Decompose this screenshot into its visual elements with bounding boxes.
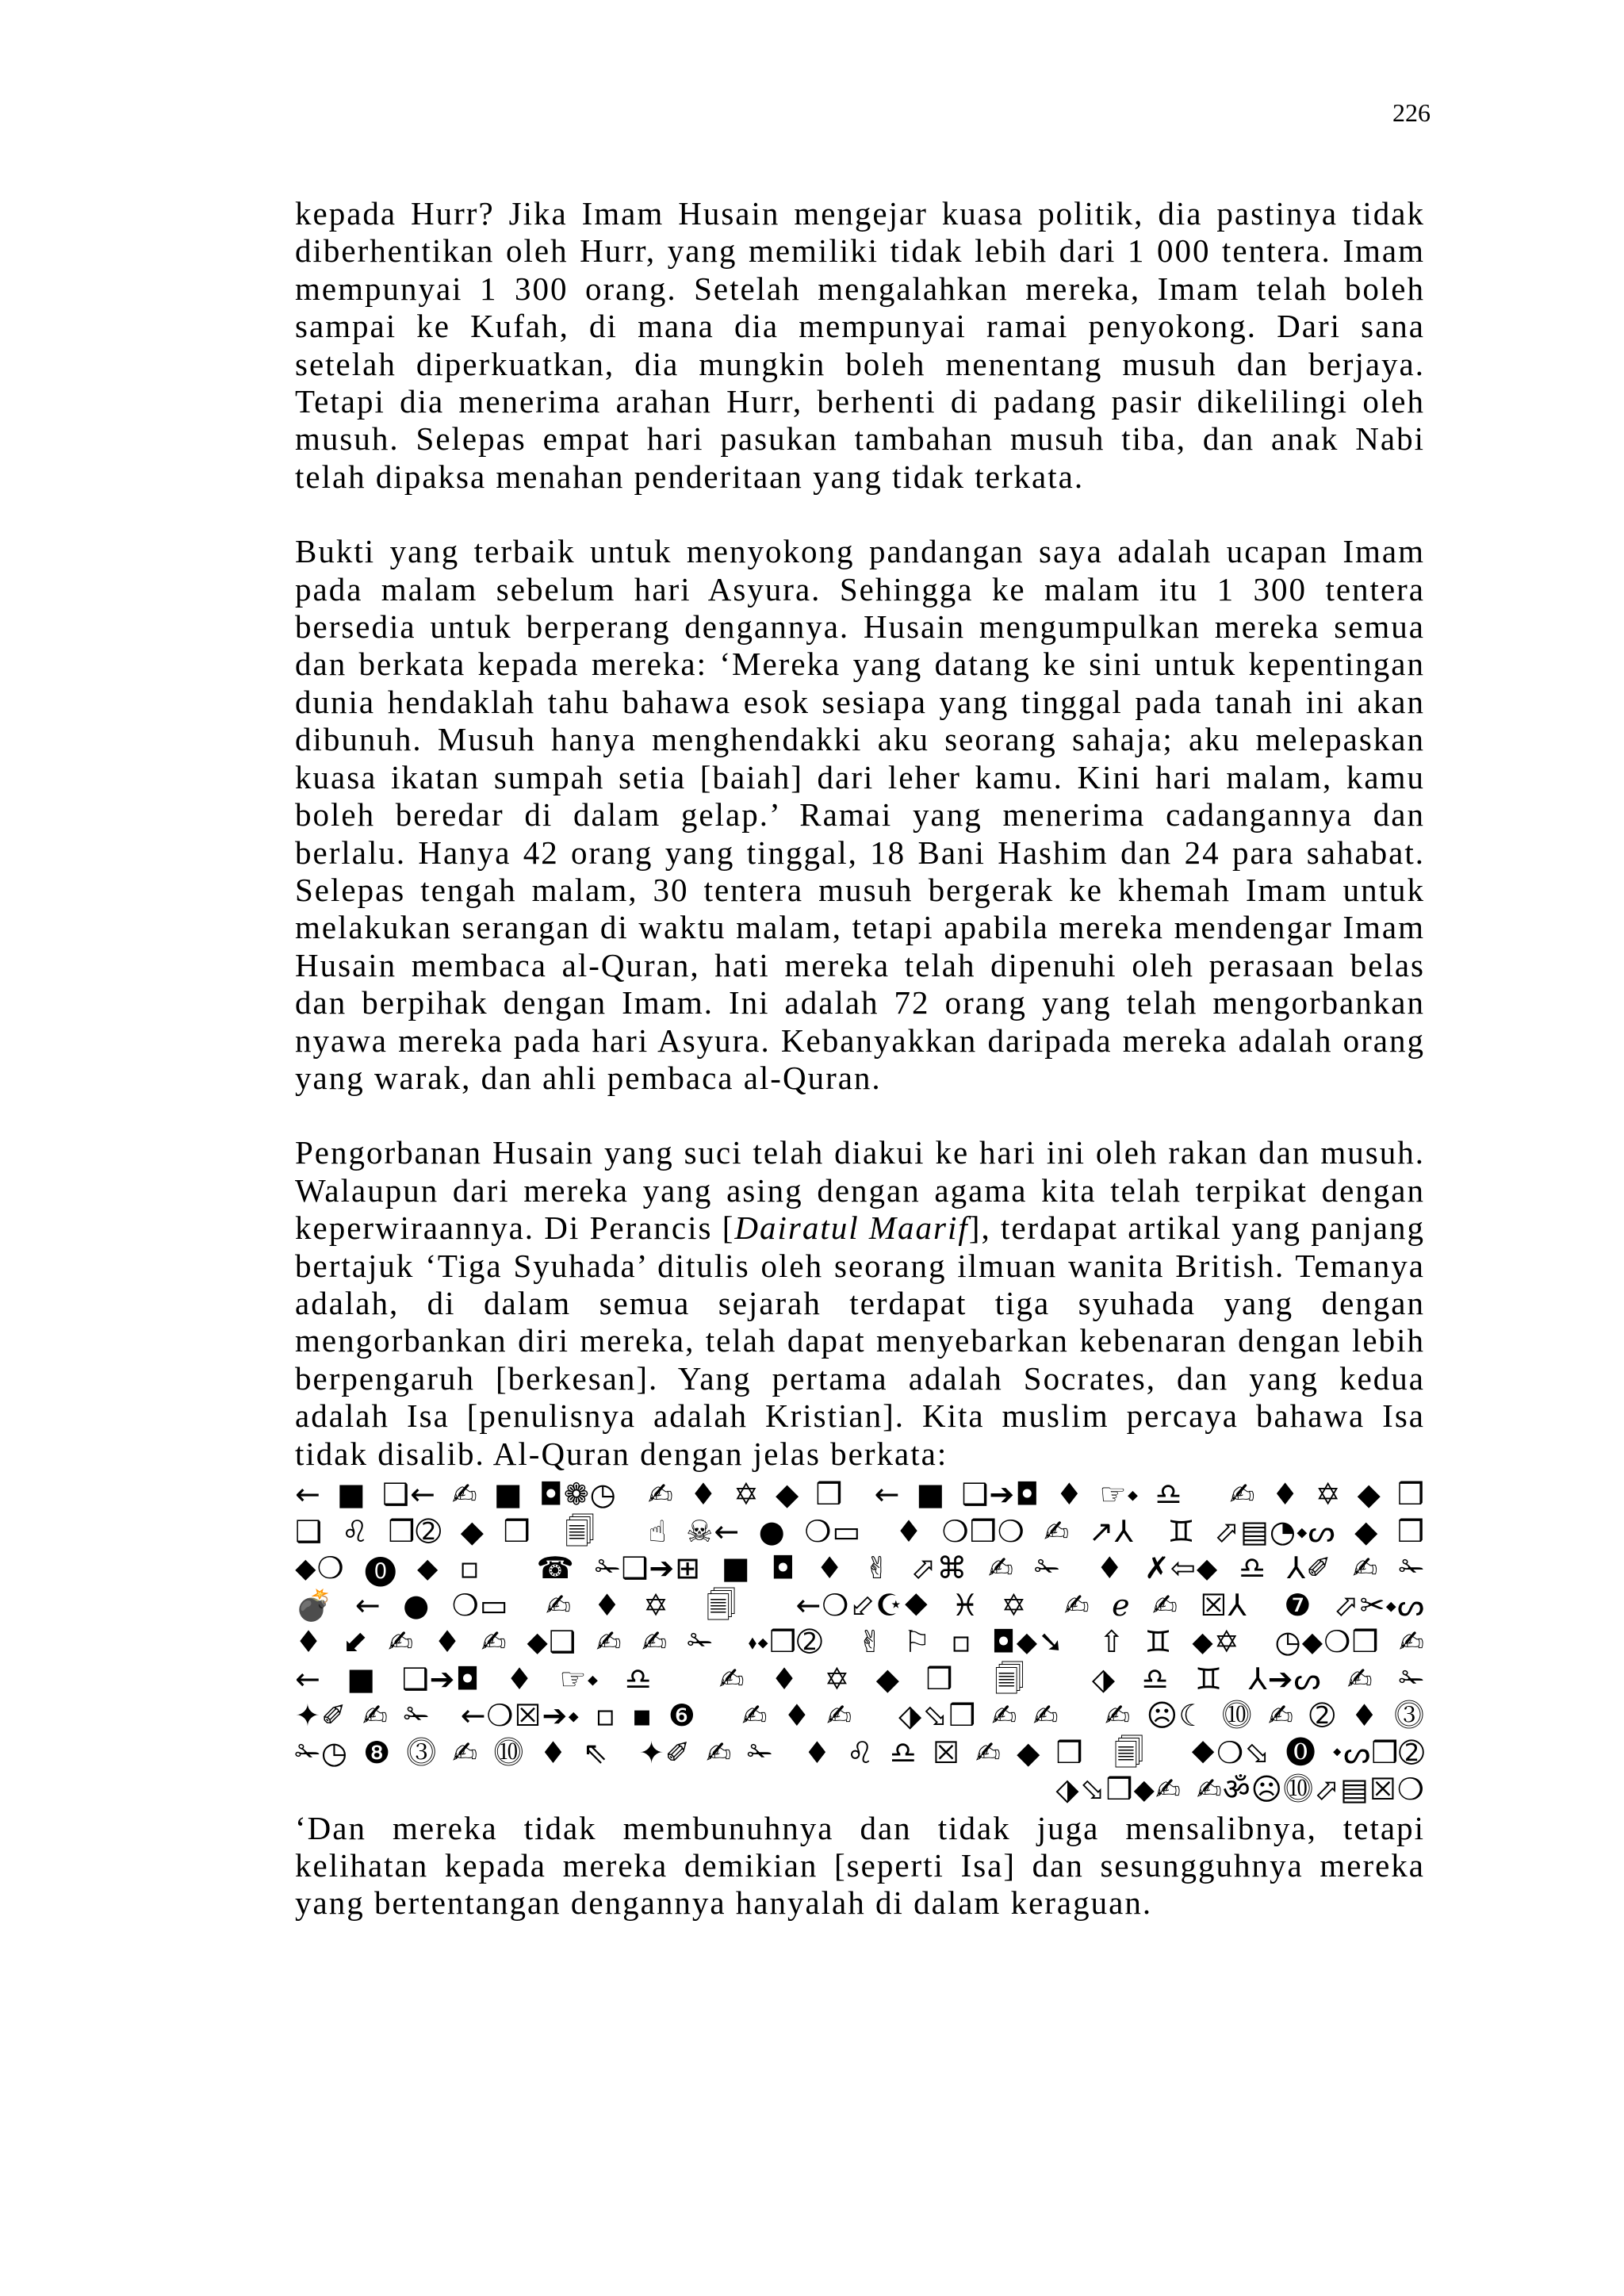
paragraph-3-text-start: Pengorbanan Husain yang suci telah diakui ke hari ini oleh rakan dan musuh. Walaupun dari mereka yang asing dengan agama kita telah terpikat dengan keperwiraannya. Di Perancis [	[295, 1134, 1425, 1247]
body-text	[295, 195, 1425, 1922]
glyph-line: ✦✐✍✁ ←❍☒➔⬩▫▪❻ ✍♦✍ ⬗⬂❒✍✍ ✍☹☾⓾✍➁♦⓷	[295, 1698, 1425, 1733]
paragraph-1: kepada Hurr? Jika Imam Husain mengejar kuasa politik, dia pastinya tidak diberhentikan oleh Hurr, yang memiliki tidak lebih dari 1 000 tentera. Imam mempunyai 1 300 orang. Setelah mengalahkan mereka, Imam telah boleh sampai ke Kufah, di mana dia mempunyai ramai penyokong. Dari sana setelah diperkuatkan, dia mungkin boleh menentang musuh dan berjaya. Tetapi dia menerima arahan Hurr, berhenti di padang pasir dikelilingi oleh musuh. Selepas empat hari pasukan tambahan musuh tiba, dan anak Nabi telah dipaksa menahan penderitaan yang tidak terkata.	[295, 195, 1425, 495]
glyph-line: ←■❑➔◘♦☞⬩♎ ✍♦✡◆❒ 🗐 ⬗♎♊⅄➔ᔕ✍✁	[295, 1661, 1425, 1696]
glyph-line: ✁◷❽⓷✍⓾♦⇖ ✦✐✍✁ ♦♌♎☒✍◆❒ 🗐 ⬥❍⬂⓿⬩ᔕ❒➁	[295, 1734, 1425, 1770]
paragraph-3-text-end: ], terdapat artikal yang panjang bertajuk ‘Tiga Syuhada’ ditulis oleh seorang ilmuan wanita British. Temanya adalah, di dalam semua sejarah terdapat tiga syuhada yang dengan mengorbankan diri mereka, telah dapat menyebarkan kebenaran dengan lebih berpengaruh [berkesan]. Yang pertama adalah Socrates, dan yang kedua adalah Isa [penulisnya adalah Kristian]. Kita muslim percaya bahawa Isa tidak disalib. Al-Quran dengan jelas berkata:	[295, 1209, 1425, 1472]
glyph-line: ❑♌❒➁◆❒ 🗐 ☝☠←●❍▭ ♦❍❒❍✍↗⅄ ♊⬀▤◔⬩ᔕ◆❒	[295, 1513, 1425, 1549]
paragraph-2: Bukti yang terbaik untuk menyokong pandangan saya adalah ucapan Imam pada malam sebelum hari Asyura. Sehingga ke malam itu 1 300 tentera bersedia untuk berperang dengannya. Husain mengumpulkan mereka semua dan berkata kepada mereka: ‘Mereka yang datang ke sini untuk kepentingan dunia hendaklah tahu bahawa esok sesiapa yang tinggal pada tanah ini akan dibunuh. Musuh hanya menghendakki aku seorang sahaja; aku melepaskan kuasa ikatan sumpah setia [baiah] dari leher kamu. Kini hari malam, kamu boleh beredar di dalam gelap.’ Ramai yang menerima cadangannya dan berlalu. Hanya 42 orang yang tinggal, 18 Bani Hashim dan 24 para sahabat. Selepas tengah malam, 30 tentera musuh bergerak ke khemah Imam untuk melakukan serangan di waktu malam, tetapi apabila mereka mendengar Imam Husain membaca al-Quran, hati mereka telah dipenuhi oleh perasaan belas dan berpihak dengan Imam. Ini adalah 72 orang yang telah mengorbankan nyawa mereka pada hari Asyura. Kebanyakkan daripada mereka adalah orang yang warak, dan ahli pembaca al-Quran.	[295, 533, 1425, 1096]
quran-verse-glyph-block	[295, 1476, 1425, 1808]
page-number: 226	[1392, 98, 1431, 127]
glyph-line: ←■❑←✍■◘❁◷ ✍♦✡◆❒ ←■❑➔◘♦☞⬩♎ ✍♦✡◆❒	[295, 1477, 1425, 1512]
glyph-line: ♦⬋✍♦✍⬥❑✍✍✁ ⬪⬩❒➁ ✌⚐▫◘⬥➘ ⇧♊⬥✡ ◷⬥❍❒✍	[295, 1624, 1425, 1659]
verse-translation: ‘Dan mereka tidak membunuhnya dan tidak juga mensalibnya, tetapi kelihatan kepada mereka demikian [seperti Isa] dan sesungguhnya mereka yang bertentangan dengannya hanyalah di dalam keraguan.	[295, 1809, 1425, 1922]
paragraph-3	[295, 1134, 1425, 1473]
glyph-line: ⬗⬂❒⬥✍ ✍ॐ☹⓾⬀▤☒❍	[1055, 1772, 1425, 1807]
glyph-line: ⬥❍⓿⬥▫ ☎✁❑➔⊞■◘♦✌⬀⌘✍✁ ♦✗⇦⬥♎⅄✐✍✁	[295, 1550, 1425, 1585]
glyph-line: 💣←●❍▭ ✍♦✡ 🗐 ←❍⬃☪⬥♓✡ ✍ℯ✍☒⅄ ❼⬀✂⬩ᔕ	[295, 1587, 1425, 1623]
paragraph-3-italic-title: Dairatul Maarif	[734, 1209, 969, 1247]
